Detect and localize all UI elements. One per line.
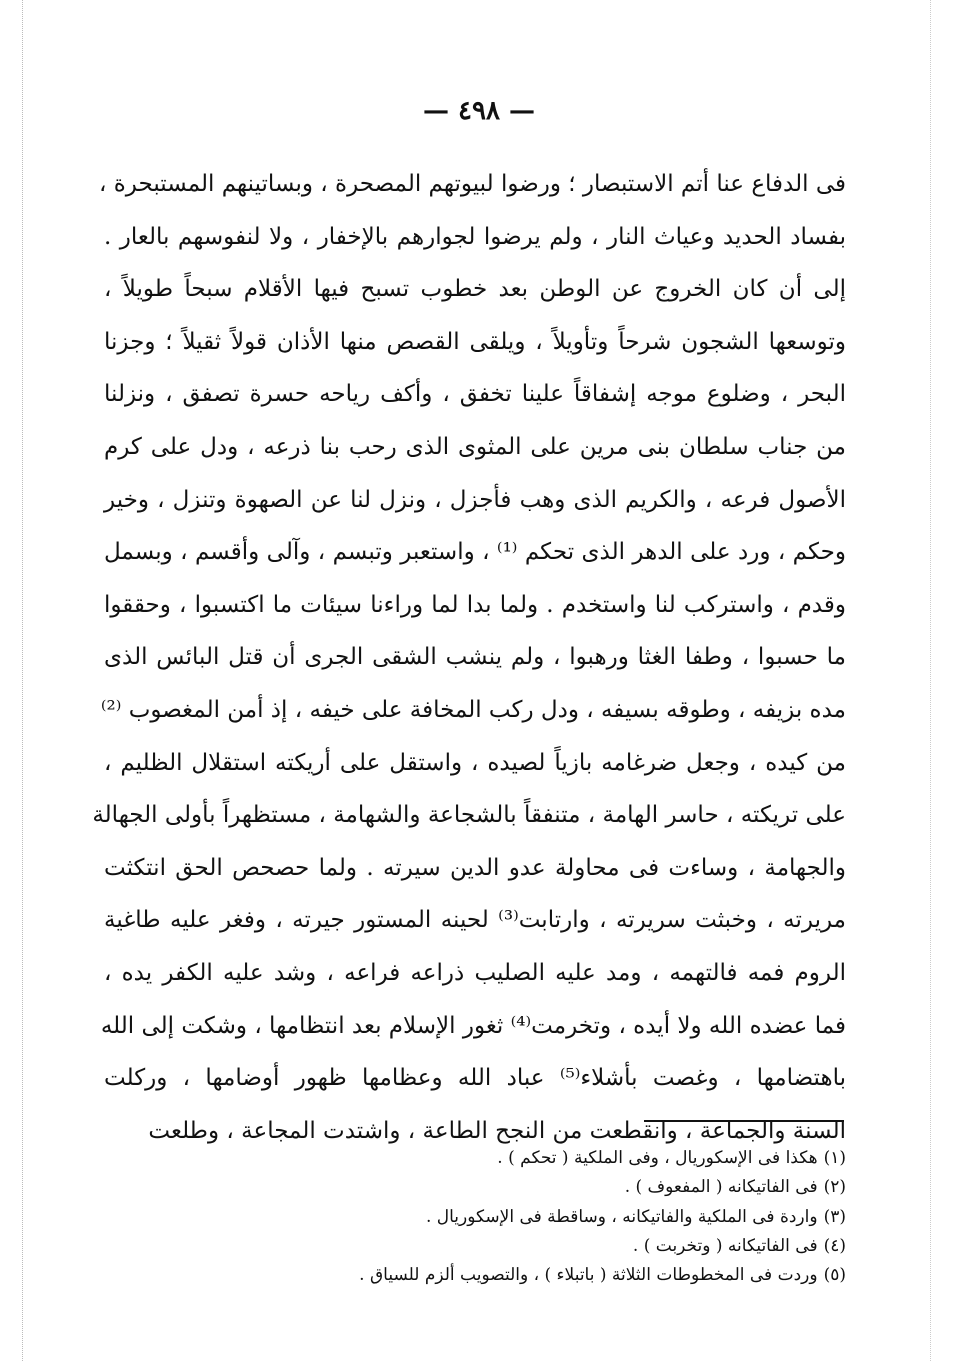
- text-line: وتوسعها الشجون شرحاً وتأويلاً ، ويلقى القصص منها الأذان قولاً ثقيلاً ؛ وجزنا: [104, 328, 846, 355]
- text-line: فما عضده الله ولا أيده ، وتخرمت⁽⁴⁾ ثغور الإسلام بعد انتظامها ، وشكت إلى الله: [100, 1012, 846, 1039]
- text-line: من كيده ، وجعل ضرغامه بازياً لصيده ، واستقل على أريكته استقلال الظليم ،: [104, 749, 846, 776]
- text-line: مريرته ، وخبثت سريرته ، وارتابت⁽³⁾ لحينه المستور جيرته ، وفغر عليه طاغية: [104, 907, 846, 934]
- text-line: السنة والجماعة ، وانقطعت من النجح الطاعة ، واشتدت المجاعة ، وطلعت: [148, 1117, 846, 1144]
- footnote: [200, 1144, 846, 1173]
- text-line: بفساد الحديد وعياث النار ، ولم يرضوا لجوارهم بالإخفار ، ولا لنفوسهم بالعار .: [104, 223, 847, 250]
- scan-edge-left: [22, 0, 23, 1361]
- text-line: على تريكته ، حاسر الهامة ، متنفقاً بالشجاعة والشهامة ، مستظهراً بأولى الجهالة: [92, 802, 846, 829]
- text-line: وحكم ، ورد على الدهر الذى تحكم ⁽¹⁾ ، واستعبر وتبسم ، وآلى وأقسم ، وبسمل: [104, 539, 846, 566]
- text-line: باهتضامها ، وغصت بأشلاء⁽⁵⁾ عباد الله وعظامها ظهور أوضامها ، وركلت: [104, 1065, 846, 1092]
- footnote-text: واردة فى الملكية والفاتيكانه ، وساقطة فى الإسكوريال .: [425, 1206, 818, 1227]
- text-line: البحر ، وضلوع موجه إشفاقاً علينا تخفق ، وأكف رياحه حسرة تصفق ، ونزلنا: [104, 381, 846, 408]
- body-text: [92, 158, 847, 1157]
- text-line: من جناب سلطان بنى مرين على المثوى الذى رحب بنا ذرعه ، ودل على كرم: [104, 433, 846, 460]
- text-line: الأصول فرعه ، والكريم الذى وهب فأجزل ، ونزل لنا عن الصهوة وتنزل ، وخير: [104, 486, 846, 513]
- scan-edge-right: [930, 0, 931, 1361]
- footnotes: [200, 1144, 846, 1290]
- footnote: [200, 1173, 846, 1202]
- footnote-separator: [644, 1120, 844, 1122]
- footnote-text: فى الفاتيكانه ( المفعوف ) .: [624, 1177, 818, 1198]
- footnote: [200, 1232, 846, 1261]
- footnote: [200, 1261, 846, 1290]
- footnote-number: (٢): [823, 1177, 846, 1198]
- text-line: مده بزيفه ، وطوقه بسيفه ، ودل ركب المخافة على خيفه ، إذ أمن المغصوب ⁽²⁾: [100, 696, 846, 723]
- footnote-text: وردت فى المخطوطات الثلاثة ( باتبلاء ) ، والتصويب ألزم للسياق .: [359, 1265, 818, 1286]
- text-line: إلى أن كان الخروج عن الوطن بعد خطوب تسبح فيها الأقلام سبحاً طويلاً ،: [104, 276, 846, 303]
- footnote-number: (١): [823, 1148, 846, 1168]
- text-line: الروم فمه فالتهمه ، ومد عليه الصليب ذراعه فراعه ، وشد عليه الكفر يده ،: [104, 959, 846, 986]
- footnote-number: (٥): [823, 1265, 846, 1286]
- footnote-text: هكذا فى الإسكوريال ، وفى الملكية ( تحكم ) .: [497, 1148, 818, 1168]
- footnote-number: (٣): [823, 1206, 846, 1227]
- text-line: فى الدفاع عنا أتم الاستبصار ؛ ورضوا لبيوتهم المصحرة ، وبساتينهم المستبحرة ،: [99, 171, 846, 197]
- text-line: والجهامة ، وساءت فى محاولة عدو الدين سيرته . ولما حصحص الحق انتكثت: [104, 854, 846, 881]
- footnote: [200, 1203, 846, 1232]
- footnote-text: فى الفاتيكانه ( وتخربت ) .: [632, 1235, 818, 1256]
- page-number: — ٤٩٨ —: [422, 96, 536, 126]
- text-line: وقدم ، واسترکب لنا واستخدم . ولما بدا لما وراءنا سيئات ما اكتسبوا ، وحققوا: [104, 591, 846, 618]
- footnote-number: (٤): [823, 1235, 846, 1256]
- text-line: ما حسبوا ، وطفا الغثا ورهبوا ، ولم ينشب الشقى الجرى أن قتل البائس الذى: [104, 644, 846, 671]
